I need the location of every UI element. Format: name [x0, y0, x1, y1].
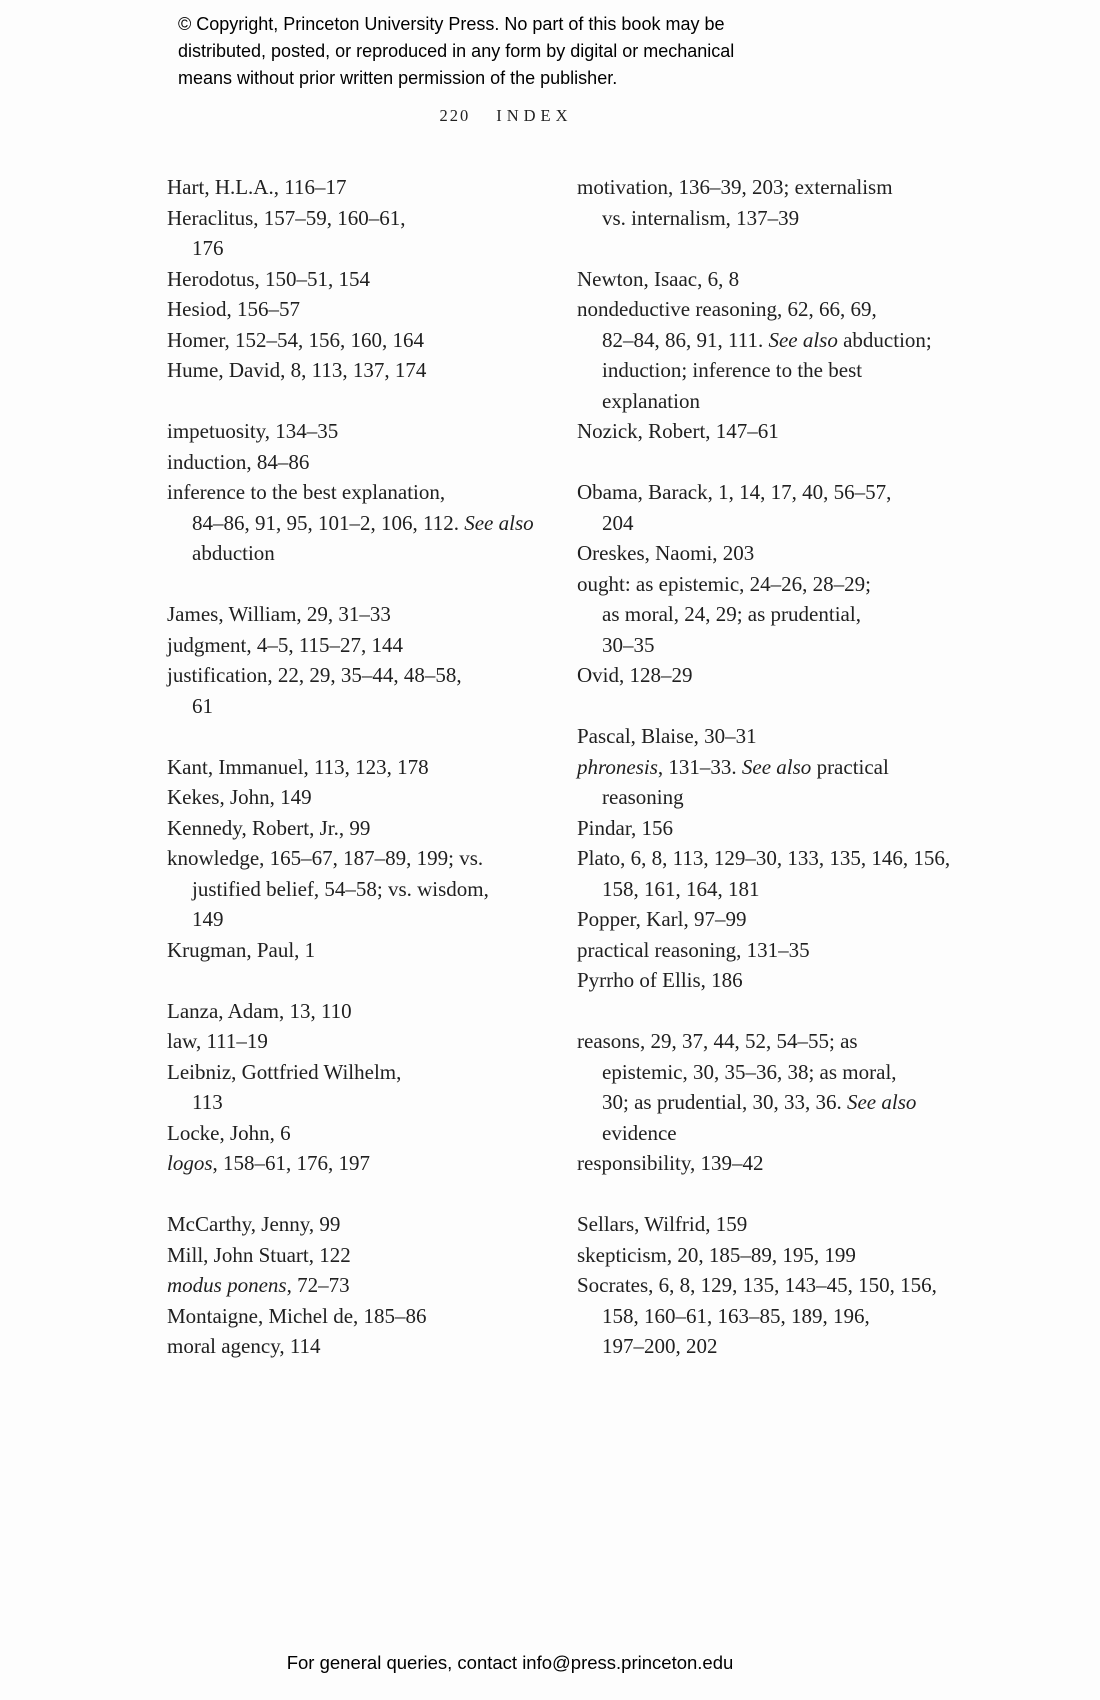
- index-line: Lanza, Adam, 13, 110: [167, 998, 352, 1023]
- index-line: induction; inference to the best: [602, 358, 863, 382]
- index-line: explanation: [602, 388, 700, 413]
- index-line: inference to the best explanation,: [167, 480, 446, 504]
- index-line: 149: [192, 907, 224, 931]
- index-line: Mill, John Stuart, 122: [167, 1242, 351, 1267]
- index-line: Heraclitus, 157–59, 160–61,: [167, 205, 406, 230]
- index-line: law, 111–19: [167, 1029, 268, 1053]
- index-column-right: [577, 172, 1047, 1362]
- index-line-blank: [577, 447, 1047, 478]
- index-line: abduction: [192, 541, 275, 565]
- index-line: reasons, 29, 37, 44, 52, 54–55; as: [577, 1029, 858, 1053]
- copyright-line: means without prior written permission of the publisher.: [178, 68, 618, 88]
- index-line-blank: [577, 691, 1047, 722]
- index-line: motivation, 136–39, 203; externalism: [577, 175, 893, 199]
- index-line: Plato, 6, 8, 113, 129–30, 133, 135, 146, 156,: [577, 846, 951, 870]
- index-line: Ovid, 128–29: [577, 663, 693, 687]
- index-column-left: [167, 172, 567, 1362]
- index-line: Locke, John, 6: [167, 1120, 291, 1145]
- index-line: Socrates, 6, 8, 129, 135, 143–45, 150, 156,: [577, 1273, 937, 1297]
- index-line: reasoning: [602, 785, 684, 809]
- copyright-line: © Copyright, Princeton University Press. No part of this book may be: [178, 14, 725, 34]
- index-line: logos, 158–61, 176, 197: [167, 1151, 371, 1175]
- index-line-blank: [167, 1179, 567, 1210]
- index-line: responsibility, 139–42: [577, 1151, 764, 1175]
- index-line: Krugman, Paul, 1: [167, 937, 316, 962]
- index-line: 30; as prudential, 30, 33, 36. See also: [602, 1090, 917, 1114]
- index-line: Kennedy, Robert, Jr., 99: [167, 815, 371, 840]
- index-line: practical reasoning, 131–35: [577, 937, 810, 962]
- index-line: 204: [602, 510, 634, 535]
- index-line-blank: [167, 386, 567, 417]
- index-line: Oreskes, Naomi, 203: [577, 541, 755, 565]
- index-line-blank: [167, 721, 567, 752]
- index-line: Homer, 152–54, 156, 160, 164: [167, 327, 424, 352]
- index-line: Hume, David, 8, 113, 137, 174: [167, 358, 427, 382]
- index-line: 158, 161, 164, 181: [602, 876, 760, 901]
- index-line: 30–35: [602, 632, 655, 657]
- index-line: epistemic, 30, 35–36, 38; as moral,: [602, 1059, 897, 1084]
- index-line: knowledge, 165–67, 187–89, 199; vs.: [167, 846, 484, 870]
- index-line: 197–200, 202: [602, 1334, 718, 1358]
- copyright-line: distributed, posted, or reproduced in any form by digital or mechanical: [178, 41, 735, 61]
- index-line: 61: [192, 693, 213, 718]
- index-line: Pindar, 156: [577, 815, 673, 840]
- index-line: James, William, 29, 31–33: [167, 602, 391, 626]
- index-line: nondeductive reasoning, 62, 66, 69,: [577, 297, 877, 321]
- index-line: Obama, Barack, 1, 14, 17, 40, 56–57,: [577, 480, 892, 504]
- index-line: 158, 160–61, 163–85, 189, 196,: [602, 1303, 870, 1328]
- index-line: justification, 22, 29, 35–44, 48–58,: [167, 663, 462, 687]
- index-line-blank: [167, 965, 567, 996]
- index-line: judgment, 4–5, 115–27, 144: [167, 632, 404, 657]
- index-line-blank: [577, 996, 1047, 1027]
- index-line: evidence: [602, 1120, 677, 1145]
- index-line: 113: [192, 1090, 223, 1114]
- footer-contact: For general queries, contact info@press.princeton.edu: [286, 1652, 734, 1673]
- index-line: McCarthy, Jenny, 99: [167, 1212, 341, 1236]
- page-header: [0, 106, 1012, 126]
- index-line: vs. internalism, 137–39: [602, 205, 800, 230]
- page-number: 220: [439, 106, 471, 125]
- index-line: Montaigne, Michel de, 185–86: [167, 1303, 427, 1328]
- index-line: induction, 84–86: [167, 449, 310, 474]
- index-line: 176: [192, 236, 224, 260]
- index-line: justified belief, 54–58; vs. wisdom,: [192, 876, 489, 901]
- index-line: Pascal, Blaise, 30–31: [577, 724, 757, 748]
- index-line: Newton, Isaac, 6, 8: [577, 266, 740, 291]
- index-line-blank: [577, 233, 1047, 264]
- index-line: Kekes, John, 149: [167, 785, 312, 809]
- index-line-blank: [577, 1179, 1047, 1210]
- index-line: Sellars, Wilfrid, 159: [577, 1212, 748, 1236]
- index-line: Nozick, Robert, 147–61: [577, 419, 779, 443]
- index-line: phronesis, 131–33. See also practical: [577, 754, 889, 779]
- index-line: Herodotus, 150–51, 154: [167, 266, 370, 291]
- index-line: Popper, Karl, 97–99: [577, 907, 747, 931]
- index-line: ought: as epistemic, 24–26, 28–29;: [577, 571, 871, 596]
- index-title: INDEX: [496, 106, 573, 125]
- index-line-blank: [167, 569, 567, 600]
- index-line: Pyrrho of Ellis, 186: [577, 968, 743, 992]
- index-line: Hart, H.L.A., 116–17: [167, 175, 347, 199]
- index-line: Leibniz, Gottfried Wilhelm,: [167, 1059, 402, 1084]
- index-line: moral agency, 114: [167, 1334, 321, 1358]
- index-line: 84–86, 91, 95, 101–2, 106, 112. See also: [192, 510, 534, 535]
- index-line: as moral, 24, 29; as prudential,: [602, 602, 861, 626]
- index-line: Kant, Immanuel, 113, 123, 178: [167, 754, 429, 779]
- index-line: impetuosity, 134–35: [167, 419, 339, 443]
- index-line: modus ponens, 72–73: [167, 1273, 350, 1297]
- index-line: skepticism, 20, 185–89, 195, 199: [577, 1242, 856, 1267]
- index-line: Hesiod, 156–57: [167, 297, 300, 321]
- copyright-notice: [178, 11, 734, 92]
- index-line: 82–84, 86, 91, 111. See also abduction;: [602, 327, 932, 352]
